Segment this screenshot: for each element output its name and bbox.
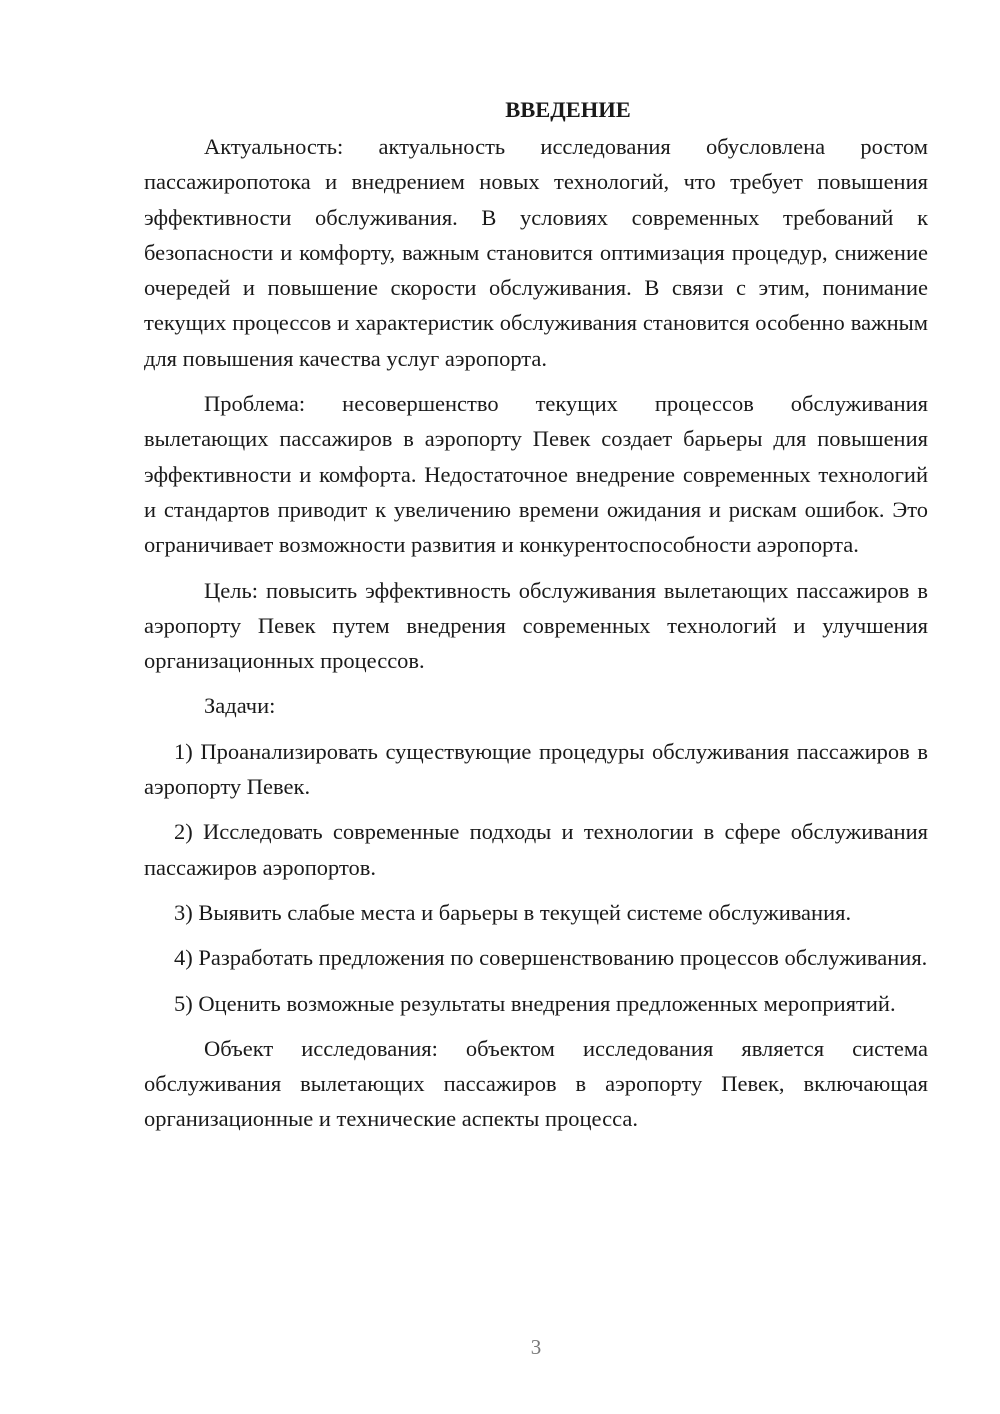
- section-title: ВВЕДЕНИЕ: [505, 97, 631, 122]
- tasks-heading: Задачи:: [204, 693, 276, 719]
- task-item-2: 2) Исследовать современные подходы и технологии в сфере обслуживания пассажиров аэропортов.: [144, 819, 928, 880]
- task-item-1: 1) Проанализировать существующие процедуры обслуживания пассажиров в аэропорту Певек.: [144, 738, 928, 800]
- task-item-4: 4) Разработать предложения по совершенствованию процессов обслуживания.: [174, 945, 928, 971]
- relevance-paragraph: Актуальность: актуальность исследования обусловлена ростом пассажиропотока и внедрением новых технологий, что требует повышения эффективности обслуживания. В условиях современных требований к безопасности и комфорту, важным становится оптимизация процедур, снижение очередей и повышение скорости обслуживания. В связи с этим, понимание текущих процессов и характеристик обслуживания становится особенно важным для повышения качества услуг аэропорта.: [144, 134, 928, 371]
- object-paragraph: Объект исследования: объектом исследования является система обслуживания вылетающих пассажиров в аэропорту Певек, включающая организационные и технические аспекты процесса.: [144, 1035, 928, 1132]
- goal-paragraph: Цель: повысить эффективность обслуживания вылетающих пассажиров в аэропорту Певек путем внедрения современных технологий и улучшения организационных процессов.: [144, 577, 928, 674]
- problem-paragraph: Проблема: несовершенство текущих процессов обслуживания вылетающих пассажиров в аэропорту Певек создает барьеры для повышения эффективности и комфорта. Недостаточное внедрение современных технологий и стандартов приводит к увеличению времени ожидания и рискам ошибок. Это ограничивает возможности развития и конкурентоспособности аэропорта.: [144, 391, 928, 558]
- page-content: [144, 92, 928, 1147]
- task-item-3: 3) Выявить слабые места и барьеры в текущей системе обслуживания.: [174, 899, 852, 925]
- task-item-5: 5) Оценить возможные результаты внедрения предложенных мероприятий.: [174, 990, 896, 1016]
- page-number: 3: [530, 1335, 542, 1359]
